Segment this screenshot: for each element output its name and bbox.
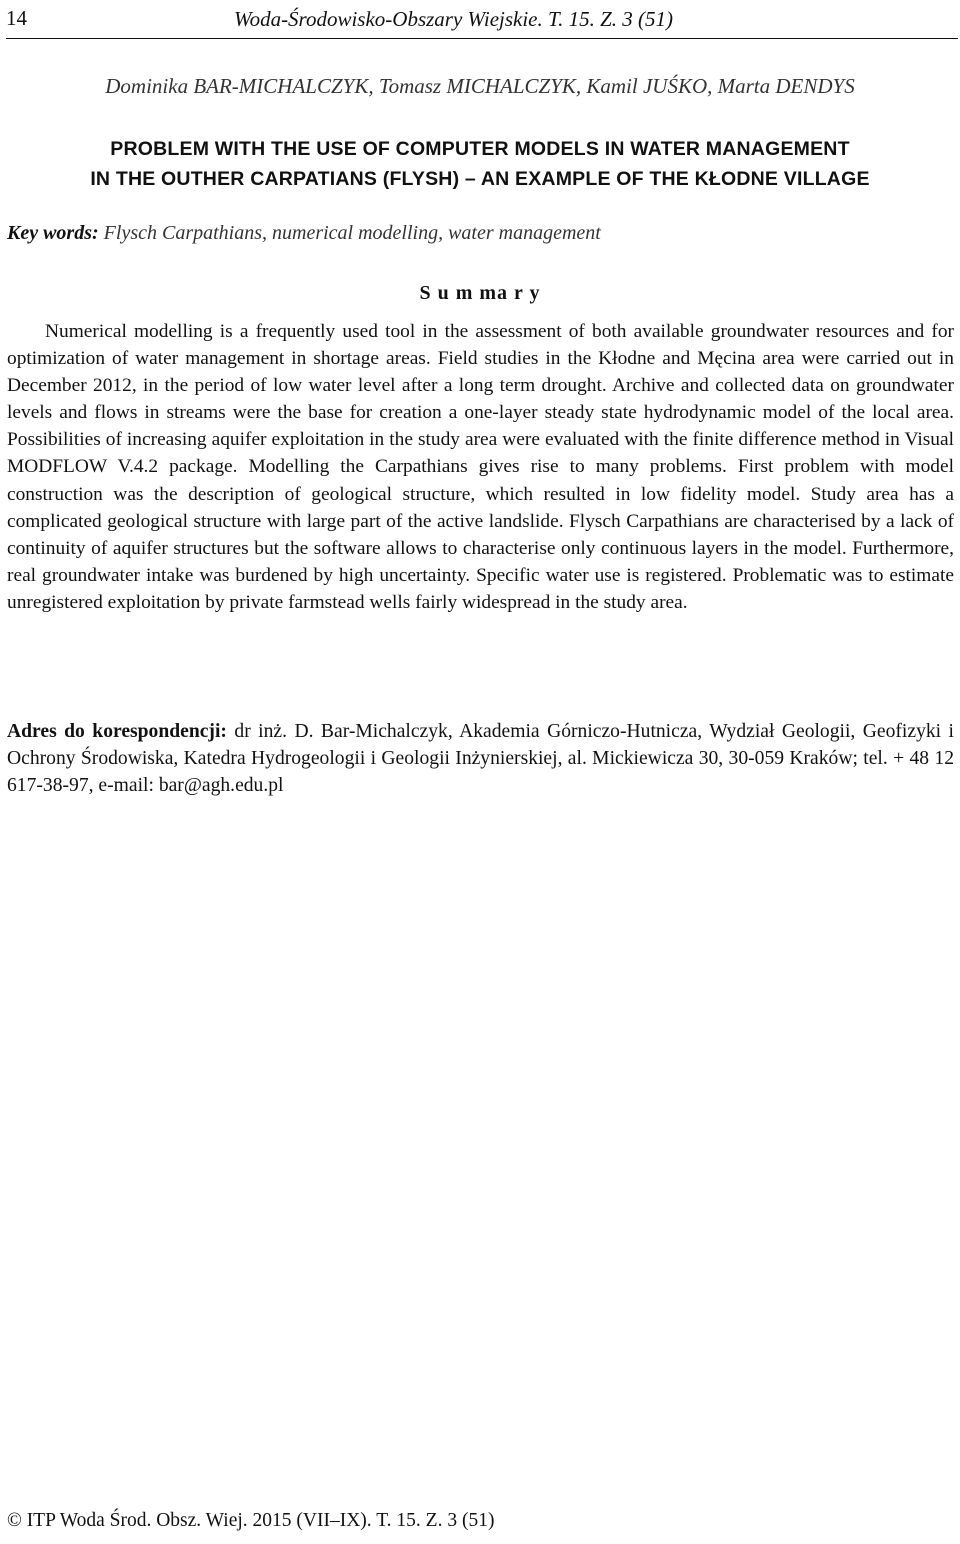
correspondence	[7, 718, 954, 799]
title-line-2: IN THE OUTHER CARPATIANS (FLYSH) – AN EXAMPLE OF THE KŁODNE VILLAGE	[90, 168, 870, 190]
article-title	[0, 134, 960, 194]
keywords	[7, 222, 601, 245]
running-header	[6, 4, 958, 39]
correspondence-label: Adres do korespondencji:	[7, 721, 227, 742]
copyright-footer: © ITP Woda Środ. Obsz. Wiej. 2015 (VII–IX). T. 15. Z. 3 (51)	[7, 1510, 495, 1531]
keywords-text: Flysch Carpathians, numerical modelling, water management	[103, 222, 601, 244]
title-line-1: PROBLEM WITH THE USE OF COMPUTER MODELS IN WATER MANAGEMENT	[110, 138, 850, 160]
keywords-label: Key words:	[7, 222, 99, 244]
page-number: 14	[6, 6, 27, 30]
summary-text: Numerical modelling is a frequently used tool in the assessment of both available groundwater resources and for optimization of water management in shortage areas. Field studies in the Kłodne and Męcina area were carried out in December 2012, in the period of low water level after a long term drought. Archive and collected data on groundwater levels and flows in streams were the base for creation a one-layer steady state hydrodynamic model of the local area. Possibilities of increasing aquifer exploitation in the study area were evaluated with the finite difference method in Visual MODFLOW V.4.2 package. Modelling the Carpathians gives rise to many problems. First problem with model construction was the description of geological structure, which resulted in low fidelity model. Study area has a complicated geological structure with large part of the active landslide. Flysch Carpathians are characterised by a lack of continuity of aquifer structures but the software allows to characterise only continuous layers in the model. Furthermore, real groundwater intake was burdened by high uncertainty. Specific water use is registered. Problematic was to estimate unregistered exploitation by private farmstead wells fairly widespread in the study area.	[7, 321, 954, 613]
correspondence-text: dr inż. D. Bar-Michalczyk, Akademia Górniczo-Hutnicza, Wydział Geologii, Geofizyki i Ochrony Środowiska, Katedra Hydrogeologii i Geologii Inżynierskiej, al. Mickiewicza 30, 30-059 Kraków; tel. + 48 12 617-38-97, e-mail: bar@agh.edu.pl	[7, 721, 954, 796]
journal-title: Woda-Środowisko-Obszary Wiejskie. T. 15. Z. 3 (51)	[234, 7, 674, 31]
summary-heading: S u m ma r y	[419, 282, 541, 304]
author-list: Dominika BAR-MICHALCZYK, Tomasz MICHALCZYK, Kamil JUŚKO, Marta DENDYS	[105, 74, 855, 98]
